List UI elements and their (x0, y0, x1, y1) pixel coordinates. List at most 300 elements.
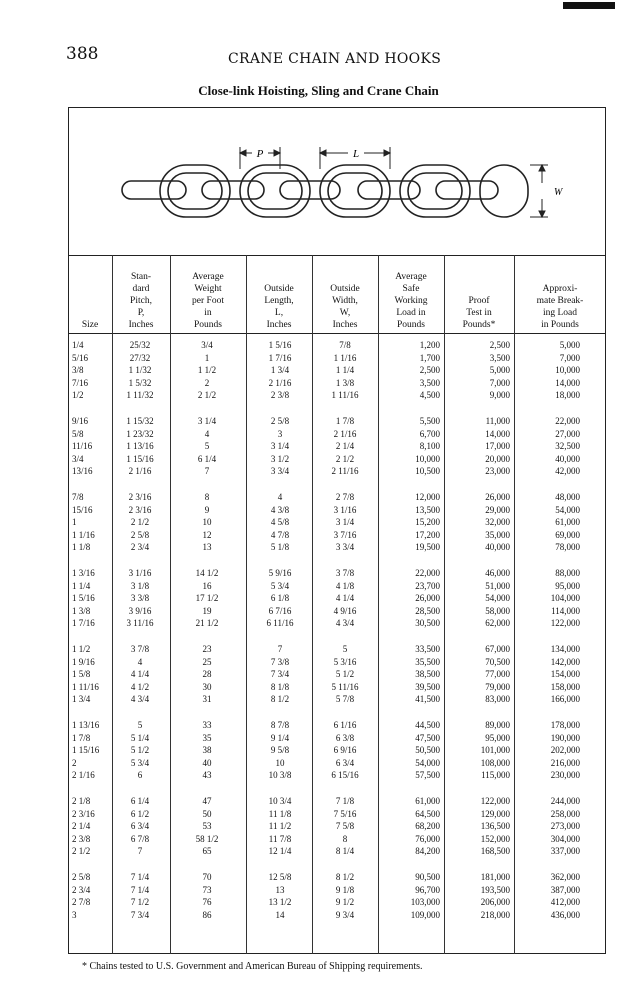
table-cell: 18,000 (555, 390, 580, 401)
table-cell: 30,500 (415, 618, 440, 629)
column-header (68, 257, 112, 333)
table-cell: 8,100 (419, 441, 440, 452)
table-cell: 3 1/4 (270, 441, 290, 452)
chain-link-edge (436, 181, 498, 199)
table-cell: 152,000 (480, 833, 510, 844)
chain-link-flat-inner (408, 173, 462, 209)
table-cell: 28 (202, 669, 212, 680)
table-row (68, 909, 606, 921)
table-cell: 3 7/8 (130, 644, 150, 654)
table-cell: 9/16 (72, 416, 89, 426)
table-cell: 57,500 (415, 770, 440, 781)
table-cell: 53 (202, 821, 212, 832)
table-row (68, 428, 606, 440)
table-cell: 2,500 (419, 365, 440, 376)
table-cell: 5 (342, 644, 348, 654)
chain-link-edge (202, 181, 264, 199)
column-header-line: Length, (264, 296, 294, 306)
table-cell: 7 5/8 (335, 821, 355, 832)
table-cell: 67,000 (485, 644, 510, 654)
table-cell: 3 1/16 (333, 504, 357, 515)
table-row (68, 352, 606, 364)
column-header-line: Pounds* (462, 320, 496, 330)
table-cell: 47,500 (415, 732, 440, 743)
width-arrow-top (539, 165, 545, 171)
table-cell: 3 9/16 (128, 605, 152, 616)
table-cell: 54,000 (415, 757, 440, 768)
table-cell: 5 1/4 (130, 732, 150, 743)
column-header-line: mate Break- (536, 296, 584, 306)
table-cell: 41,500 (415, 694, 440, 705)
column-header (378, 257, 444, 333)
table-row (68, 871, 606, 883)
table-cell: 58 1/2 (195, 833, 219, 844)
table-row (68, 643, 606, 655)
page-number: 388 (66, 44, 99, 64)
column-header-line: Outside (264, 284, 294, 294)
table-cell: 114,000 (551, 605, 580, 616)
table-cell: 40,000 (485, 542, 510, 553)
table-cell: 1 5/8 (72, 669, 91, 680)
table-cell: 1/4 (72, 340, 84, 350)
table-cell: 6 (137, 770, 143, 781)
table-cell: 3 7/16 (333, 529, 357, 540)
table-cell: 21 1/2 (195, 618, 219, 629)
chain-link-flat-inner (328, 173, 382, 209)
column-header-line: Width, (332, 296, 358, 306)
table-row (68, 896, 606, 908)
table-cell: 4 (277, 492, 283, 502)
table-cell: 25 (202, 656, 212, 667)
table-cell: 9 1/8 (335, 884, 355, 895)
table-cell: 5 3/4 (270, 580, 290, 591)
table-cell: 109,000 (410, 909, 440, 920)
table-cell: 86 (202, 909, 212, 920)
table-cell: 1 3/8 (72, 605, 91, 616)
table-row (68, 808, 606, 820)
table-cell: 7 (277, 644, 283, 654)
table-cell: 362,000 (550, 872, 580, 882)
table-cell: 1 3/16 (72, 568, 95, 578)
table-cell: 40 (202, 757, 212, 768)
table-cell: 10,500 (415, 466, 440, 477)
column-header-line: Test in (466, 308, 492, 318)
table-cell: 1/2 (72, 390, 84, 401)
table-cell: 1 15/32 (126, 416, 154, 426)
table-cell: 1 13/16 (72, 720, 100, 730)
table-row (68, 504, 606, 516)
table-cell: 17,000 (485, 441, 510, 452)
table-row (68, 833, 606, 845)
table-cell: 47 (202, 796, 212, 806)
table-cell: 1 7/16 (72, 618, 95, 629)
table-cell: 12 1/4 (268, 846, 292, 857)
table-cell: 35,000 (485, 529, 510, 540)
table-cell: 1 5/32 (128, 377, 152, 388)
table-cell: 142,000 (550, 656, 580, 667)
table-cell: 136,500 (480, 821, 510, 832)
table-cell: 46,000 (485, 568, 510, 578)
chain-link-edge (122, 181, 186, 199)
table-cell: 154,000 (550, 669, 580, 680)
table-cell: 8 1/4 (335, 846, 355, 857)
table-cell: 2 7/8 (335, 492, 355, 502)
chain-link-flat-inner (168, 173, 222, 209)
table-cell: 42,000 (555, 466, 580, 477)
table-cell: 6 15/16 (331, 770, 359, 781)
table-cell: 103,000 (410, 897, 440, 908)
column-header-line: Pounds (194, 320, 222, 330)
table-cell: 7 5/16 (333, 808, 357, 819)
table-cell: 5 (137, 720, 143, 730)
table-cell: 15,200 (415, 517, 440, 528)
table-cell: 14,000 (485, 428, 510, 439)
table-cell: 2 3/8 (270, 390, 290, 401)
table-cell: 1 1/4 (335, 365, 355, 376)
table-cell: 7 (204, 466, 210, 477)
table-cell: 3 7/8 (335, 568, 355, 578)
table-cell: 4 1/4 (335, 593, 355, 604)
table-row (68, 769, 606, 781)
table-row (68, 757, 606, 769)
column-header-line: Inches (128, 320, 154, 330)
table-cell: 10 (202, 517, 212, 528)
table-cell: 9 5/8 (270, 745, 290, 756)
table-cell: 44,500 (415, 720, 440, 730)
table-cell: 1 3/4 (72, 694, 91, 705)
table-cell: 89,000 (485, 720, 510, 730)
table-cell: 244,000 (550, 796, 580, 806)
column-header (112, 257, 170, 333)
table-cell: 5 3/16 (333, 656, 357, 667)
table-cell: 33,500 (415, 644, 440, 654)
table-row (68, 884, 606, 896)
table-cell: 88,000 (555, 568, 580, 578)
table-cell: 4 7/8 (270, 529, 290, 540)
table-cell: 7 3/4 (130, 909, 150, 920)
table-cell: 83,000 (485, 694, 510, 705)
table-cell: 412,000 (550, 897, 580, 908)
table-cell: 79,000 (485, 681, 510, 692)
table-row (68, 693, 606, 705)
column-header-line: Proof (468, 296, 490, 306)
table-row (68, 567, 606, 579)
table-cell: 23,000 (485, 466, 510, 477)
table-cell: 3 1/4 (197, 416, 217, 426)
table-cell: 4 3/4 (130, 694, 150, 705)
table-cell: 1 (204, 352, 210, 363)
table-cell: 5 3/4 (130, 757, 150, 768)
table-cell: 96,700 (415, 884, 440, 895)
table-cell: 2 1/4 (335, 441, 355, 452)
table-cell: 5 1/2 (335, 669, 355, 680)
table-cell: 108,000 (480, 757, 510, 768)
table-cell: 10 3/4 (268, 796, 292, 806)
table-cell: 218,000 (480, 909, 510, 920)
table-cell: 387,000 (550, 884, 580, 895)
table-cell: 4 5/8 (270, 517, 290, 528)
table-cell: 1 15/16 (72, 745, 100, 756)
table-row (68, 617, 606, 629)
table-cell: 9 1/2 (335, 897, 355, 908)
table-cell: 5/16 (72, 352, 89, 363)
table-cell: 1 1/32 (128, 365, 152, 376)
table-title: Close-link Hoisting, Sling and Crane Chain (198, 83, 439, 98)
table-cell: 7 3/4 (270, 669, 290, 680)
table-cell: 39,500 (415, 681, 440, 692)
table-cell: 7 1/4 (130, 872, 150, 882)
table-cell: 178,000 (550, 720, 580, 730)
table-cell: 9 3/4 (335, 909, 355, 920)
column-header-line: Outside (330, 284, 360, 294)
table-cell: 11 7/8 (268, 833, 292, 844)
table-cell: 35,500 (415, 656, 440, 667)
table-cell: 1 1/2 (72, 644, 91, 654)
column-header-line: Safe (402, 284, 420, 294)
table-cell: 10 3/8 (268, 770, 292, 781)
table-cell: 7 3/8 (270, 656, 290, 667)
table-cell: 2 3/16 (128, 492, 152, 502)
table-cell: 101,000 (480, 745, 510, 756)
table-cell: 5,500 (419, 416, 440, 426)
table-cell: 10,000 (415, 453, 440, 464)
table-row (68, 580, 606, 592)
table-cell: 62,000 (485, 618, 510, 629)
table-cell: 13/16 (72, 466, 93, 477)
table-cell: 2 3/4 (130, 542, 150, 553)
table-cell: 2 3/8 (72, 833, 91, 844)
table-row (68, 592, 606, 604)
table-cell: 6 1/8 (270, 593, 290, 604)
column-header-line: Inches (266, 320, 292, 330)
table-cell: 5,000 (559, 340, 580, 350)
table-cell: 5,000 (489, 365, 510, 376)
table-cell: 2 1/2 (72, 846, 91, 857)
table-cell: 40,000 (555, 453, 580, 464)
table-row (68, 389, 606, 401)
table-cell: 43 (202, 770, 212, 781)
table-cell: 6 7/8 (130, 833, 150, 844)
table-cell: 2 5/8 (72, 872, 91, 882)
table-cell: 27/32 (129, 352, 151, 363)
table-cell: 68,200 (415, 821, 440, 832)
table-cell: 1 3/8 (335, 377, 355, 388)
table-cell: 2 3/16 (72, 808, 95, 819)
table-cell: 3 11/16 (126, 618, 154, 629)
table-cell: 1 1/16 (333, 352, 357, 363)
table-cell: 2 1/2 (130, 517, 150, 528)
table-cell: 273,000 (550, 821, 580, 832)
table-cell: 78,000 (555, 542, 580, 553)
table-row (68, 516, 606, 528)
table-cell: 4 1/8 (335, 580, 355, 591)
table-cell: 3/4 (201, 340, 213, 350)
table-row (68, 845, 606, 857)
table-cell: 1 (72, 517, 77, 528)
table-cell: 30 (202, 681, 212, 692)
table-cell: 76,000 (415, 833, 440, 844)
table-cell: 193,500 (480, 884, 510, 895)
column-header (312, 257, 378, 333)
table-cell: 1 11/32 (126, 390, 154, 401)
chain-link-flat-inner (248, 173, 302, 209)
table-cell: 4 9/16 (333, 605, 357, 616)
column-header-line: P, (137, 308, 145, 318)
table-cell: 61,000 (555, 517, 580, 528)
table-cell: 11 1/2 (268, 821, 292, 832)
table-row (68, 377, 606, 389)
table-cell: 54,000 (555, 504, 580, 515)
table-cell: 10 (275, 757, 285, 768)
table-cell: 8 (342, 833, 348, 844)
table-cell: 25/32 (129, 340, 151, 350)
table-cell: 2 1/4 (72, 821, 91, 832)
table-cell: 5 11/16 (331, 681, 359, 692)
column-header-line: W, (339, 308, 351, 318)
table-cell: 166,000 (550, 694, 580, 705)
table-cell: 70 (202, 872, 212, 882)
table-cell: 3,500 (489, 352, 510, 363)
chain-links (122, 165, 528, 217)
table-cell: 22,000 (415, 568, 440, 578)
table-cell: 6 3/8 (335, 732, 355, 743)
table-row (68, 656, 606, 668)
table-cell: 3/4 (72, 453, 84, 464)
table-cell: 11,000 (485, 416, 510, 426)
table-cell: 5 9/16 (268, 568, 292, 578)
table-row (68, 453, 606, 465)
table-row (68, 719, 606, 731)
table-cell: 19,500 (415, 542, 440, 553)
column-header-line: Average (192, 272, 224, 282)
table-cell: 181,000 (480, 872, 510, 882)
table-cell: 3 1/8 (130, 580, 150, 591)
table-cell: 35 (202, 732, 212, 743)
table-cell: 32,500 (555, 441, 580, 452)
table-cell: 95,000 (555, 580, 580, 591)
table-cell: 12 5/8 (268, 872, 292, 882)
table-cell: 7,000 (559, 352, 580, 363)
table-cell: 2 1/2 (197, 390, 217, 401)
table-cell: 8 1/8 (270, 681, 290, 692)
table-cell: 38 (202, 745, 212, 756)
table-cell: 15/16 (72, 504, 93, 515)
table-cell: 1 1/16 (72, 529, 95, 540)
table-cell: 7 (137, 846, 143, 857)
table-cell: 2 3/16 (128, 504, 152, 515)
table-row (68, 440, 606, 452)
table-cell: 2 5/8 (130, 529, 150, 540)
table-cell: 70,500 (485, 656, 510, 667)
table-cell: 19 (202, 605, 212, 616)
column-header-line: Size (81, 320, 99, 330)
table-cell: 2 1/16 (72, 770, 95, 781)
table-cell: 134,000 (550, 644, 580, 654)
table-row (68, 795, 606, 807)
table-cell: 4 1/4 (130, 669, 150, 680)
table-cell: 7,000 (489, 377, 510, 388)
table-row (68, 681, 606, 693)
table-cell: 5 7/8 (335, 694, 355, 705)
table-cell: 32,000 (485, 517, 510, 528)
table-cell: 23 (202, 644, 212, 654)
table-cell: 6 1/16 (333, 720, 357, 730)
table-cell: 3 3/4 (270, 466, 290, 477)
table-cell: 6 9/16 (333, 745, 357, 756)
column-header (170, 257, 246, 333)
column-header-line: Working (394, 296, 428, 306)
table-cell: 8 7/8 (270, 720, 290, 730)
table-cell: 1 15/16 (126, 453, 154, 464)
table-cell: 2 1/16 (128, 466, 152, 477)
length-arrow-left (320, 150, 326, 156)
table-cell: 50 (202, 808, 212, 819)
table-cell: 1,200 (419, 340, 440, 350)
table-row (68, 465, 606, 477)
page-edge-mark (563, 2, 615, 9)
table-cell: 28,500 (415, 605, 440, 616)
table-cell: 26,000 (485, 492, 510, 502)
table-cell: 3 (72, 909, 77, 920)
table-cell: 10,000 (555, 365, 580, 376)
column-header-line: per Foot (192, 296, 224, 306)
column-header-line: L, (274, 308, 284, 318)
table-cell: 2 7/8 (72, 897, 91, 908)
table-cell: 38,500 (415, 669, 440, 680)
table-cell: 17 1/2 (195, 593, 219, 604)
column-header-line: Pitch, (130, 296, 152, 306)
column-header-line: Load in (396, 308, 426, 318)
column-header-line: Pounds (397, 320, 425, 330)
table-cell: 4 3/8 (270, 504, 290, 515)
table-cell: 3 3/8 (130, 593, 150, 604)
table-cell: 65 (202, 846, 212, 857)
length-label: L (352, 148, 360, 160)
column-header-line: in Pounds (541, 320, 579, 330)
table-row (68, 744, 606, 756)
table-cell: 3 3/4 (335, 542, 355, 553)
table-cell: 168,500 (480, 846, 510, 857)
table-cell: 3/8 (72, 365, 84, 376)
table-cell: 13,500 (415, 504, 440, 515)
table-cell: 11/16 (72, 441, 93, 452)
table-cell: 27,000 (555, 428, 580, 439)
table-cell: 122,000 (550, 618, 580, 629)
table-cell: 2 11/16 (331, 466, 359, 477)
table-cell: 48,000 (555, 492, 580, 502)
table-cell: 2 1/2 (335, 453, 355, 464)
table-cell: 11 1/8 (268, 808, 292, 819)
table-cell: 3,500 (419, 377, 440, 388)
table-cell: 76 (202, 897, 212, 908)
table-cell: 14 1/2 (195, 568, 219, 578)
table-cell: 69,000 (555, 529, 580, 540)
column-header-line: ing Load (542, 308, 578, 318)
column-header-line: Approxi- (542, 284, 578, 294)
table-cell: 1 11/16 (72, 681, 99, 692)
table-cell: 17,200 (415, 529, 440, 540)
table-cell: 1 9/16 (72, 656, 95, 667)
table-cell: 1 5/16 (72, 593, 95, 604)
width-label: W (554, 187, 563, 198)
table-cell: 6 1/2 (130, 808, 150, 819)
table-cell: 7/8 (339, 340, 351, 350)
table-cell: 2,500 (489, 340, 510, 350)
table-cell: 95,000 (485, 732, 510, 743)
table-cell: 90,500 (415, 872, 440, 882)
table-cell: 29,000 (485, 504, 510, 515)
table-cell: 73 (202, 884, 212, 895)
